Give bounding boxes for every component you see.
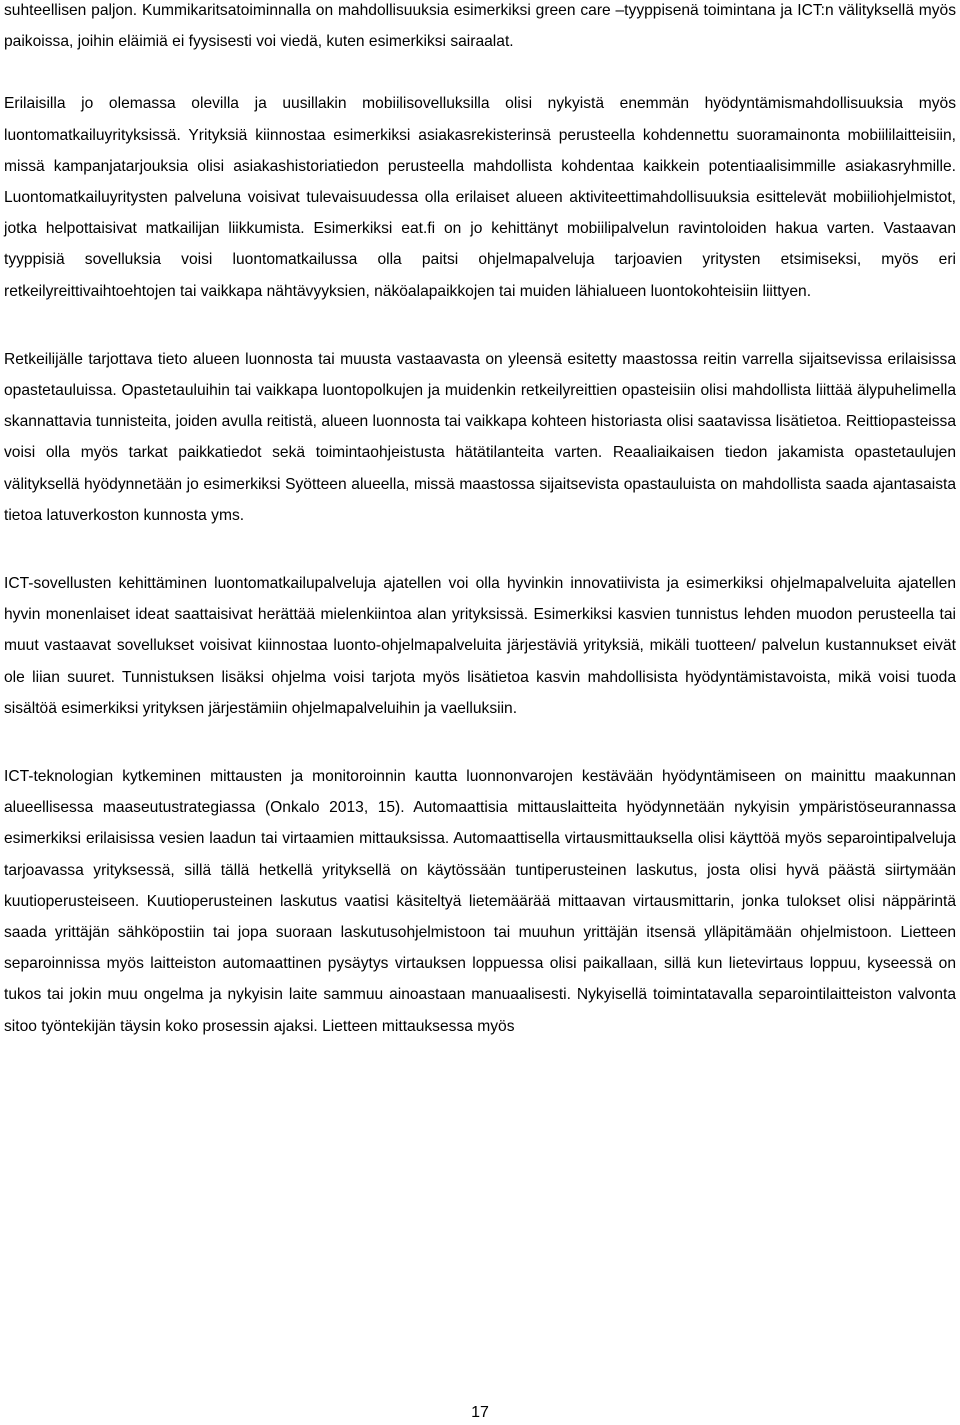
paragraph-3: Retkeilijälle tarjottava tieto alueen luonnosta tai muusta vastaavasta on yleensä esitetty maastossa reitin varrella sijaitsevissa erilaisissa opastetauluissa. Opastetauluihin tai vaikkapa luontopolkujen ja muidenkin retkeilyreittien opasteisiin olisi mahdollista liittää älypuhelimella skannattavia tunnisteita, joiden avulla reitistä, alueen luonnosta tai vaikkapa kohteen historiasta olisi saatavissa lisätietoa. Reittiopasteissa voisi olla myös tarkat paikkatiedot sekä toimintaohjeistusta hätätilanteita varten. Reaaliaikaisen tiedon jakamista opastetaulujen välityksellä hyödynnetään jo esimerkiksi Syötteen alueella, missä maastossa sijaitsevista opastauluista on mahdollista saada ajantasaista tietoa latuverkoston kunnosta yms.: [4, 350, 956, 524]
paragraph-2: Erilaisilla jo olemassa olevilla ja uusillakin mobiilisovelluksilla olisi nykyistä enemmän hyödyntämismahdollisuuksia myös luontomatkailuyrityksissä. Yrityksiä kiinnostaa esimerkiksi asiakasrekisterinsä perusteella kohdennettu suoramainonta mobiililaitteisiin, missä kampanjatarjouksia olisi asiakashistoriatiedon perusteella mahdollista kohdentaa kaikkein potentiaalisimmille asiakasryhmille. Luontomatkailuyritysten palveluna voisivat tulevaisuudessa olla erilaiset alueen aktiviteettimahdollisuuksia esittelevät mobiiliohjelmistot, jotka helpottaisivat matkailijan liikkumista. Esimerkiksi eat.fi on jo kehittänyt mobiilipalvelun ravintoloiden hakua varten. Vastaavan tyyppisiä sovelluksia voisi luontomatkailussa olla paitsi ohjelmapalveluja tarjoavien yritysten etsimiseksi, myös eri retkeilyreittivaihtoehtojen tai vaikkapa nähtävyyksien, näköalapaikkojen tai muiden lähialueen luontokohteisiin liittyen.: [4, 95, 956, 300]
page-number: 17: [471, 1404, 489, 1421]
paragraph-4: ICT-sovellusten kehittäminen luontomatkailupalveluja ajatellen voi olla hyvinkin innovatiivista ja esimerkiksi ohjelmapalveluita ajatellen hyvin monenlaiset ideat saattaisivat herättää mielenkiintoa alan yrityksissä. Esimerkiksi kasvien tunnistus lehden muodon perusteella tai muut vastaavat sovellukset voisivat kiinnostaa luonto-ohjelmapalveluita järjestäviä yrityksiä, mikäli tuotteen/ palvelun kustannukset eivät ole liian suuret. Tunnistuksen lisäksi ohjelma voisi tarjota myös lisätietoa kasvin mahdollisista hyödyntämistavoista, mikä voisi tuoda sisältöä esimerkiksi yrityksen järjestämiin ohjelmapalveluihin ja vaelluksiin.: [4, 575, 956, 717]
paragraph-5: ICT-teknologian kytkeminen mittausten ja monitoroinnin kautta luonnonvarojen kestävään hyödyntämiseen on mainittu maakunnan alueellisessa maaseutustrategiassa (Onkalo 2013, 15). Automaattisia mittauslaitteita hyödynnetään nykyisin ympäristöseurannassa esimerkiksi erilaisissa vesien laadun tai virtaamien mittauksissa. Automaattisella virtausmittauksella olisi käyttöä myös separointipalveluja tarjoavassa yrityksessä, sillä tällä hetkellä yrityksellä on käytössään tuntiperusteinen laskutus, josta olisi hyvä päästä siirtymään kuutioperusteiseen. Kuutioperusteinen laskutus vaatisi käsiteltyä lietemäärää mittaavan virtausmittarin, jonka tulokset olisi näppärintä saada yrittäjän sähköpostiin tai jopa suoraan laskutusohjelmistoon tai muuhun yrittäjän itsensä ylläpitämään ohjelmistoon. Lietteen separoinnissa myös laitteiston automaattinen pysäytys virtauksen loppuessa olisi paikallaan, sillä kun lietevirtaus loppuu, kyseessä on tukos tai jokin muu ongelma ja nykyisin laite sammuu ainoastaan manuaalisesti. Nykyisellä toimintatavalla separointilaitteiston valvonta sitoo työntekijän täysin koko prosessin ajaksi. Lietteen mittauksessa myös: [4, 768, 956, 1035]
paragraph-1: suhteellisen paljon. Kummikaritsatoiminnalla on mahdollisuuksia esimerkiksi green care –tyyppisenä toimintana ja ICT:n välityksellä myös paikoissa, joihin eläimiä ei fyysisesti voi viedä, kuten esimerkiksi sairaalat.: [4, 2, 956, 51]
document-page: [4, 0, 956, 1042]
